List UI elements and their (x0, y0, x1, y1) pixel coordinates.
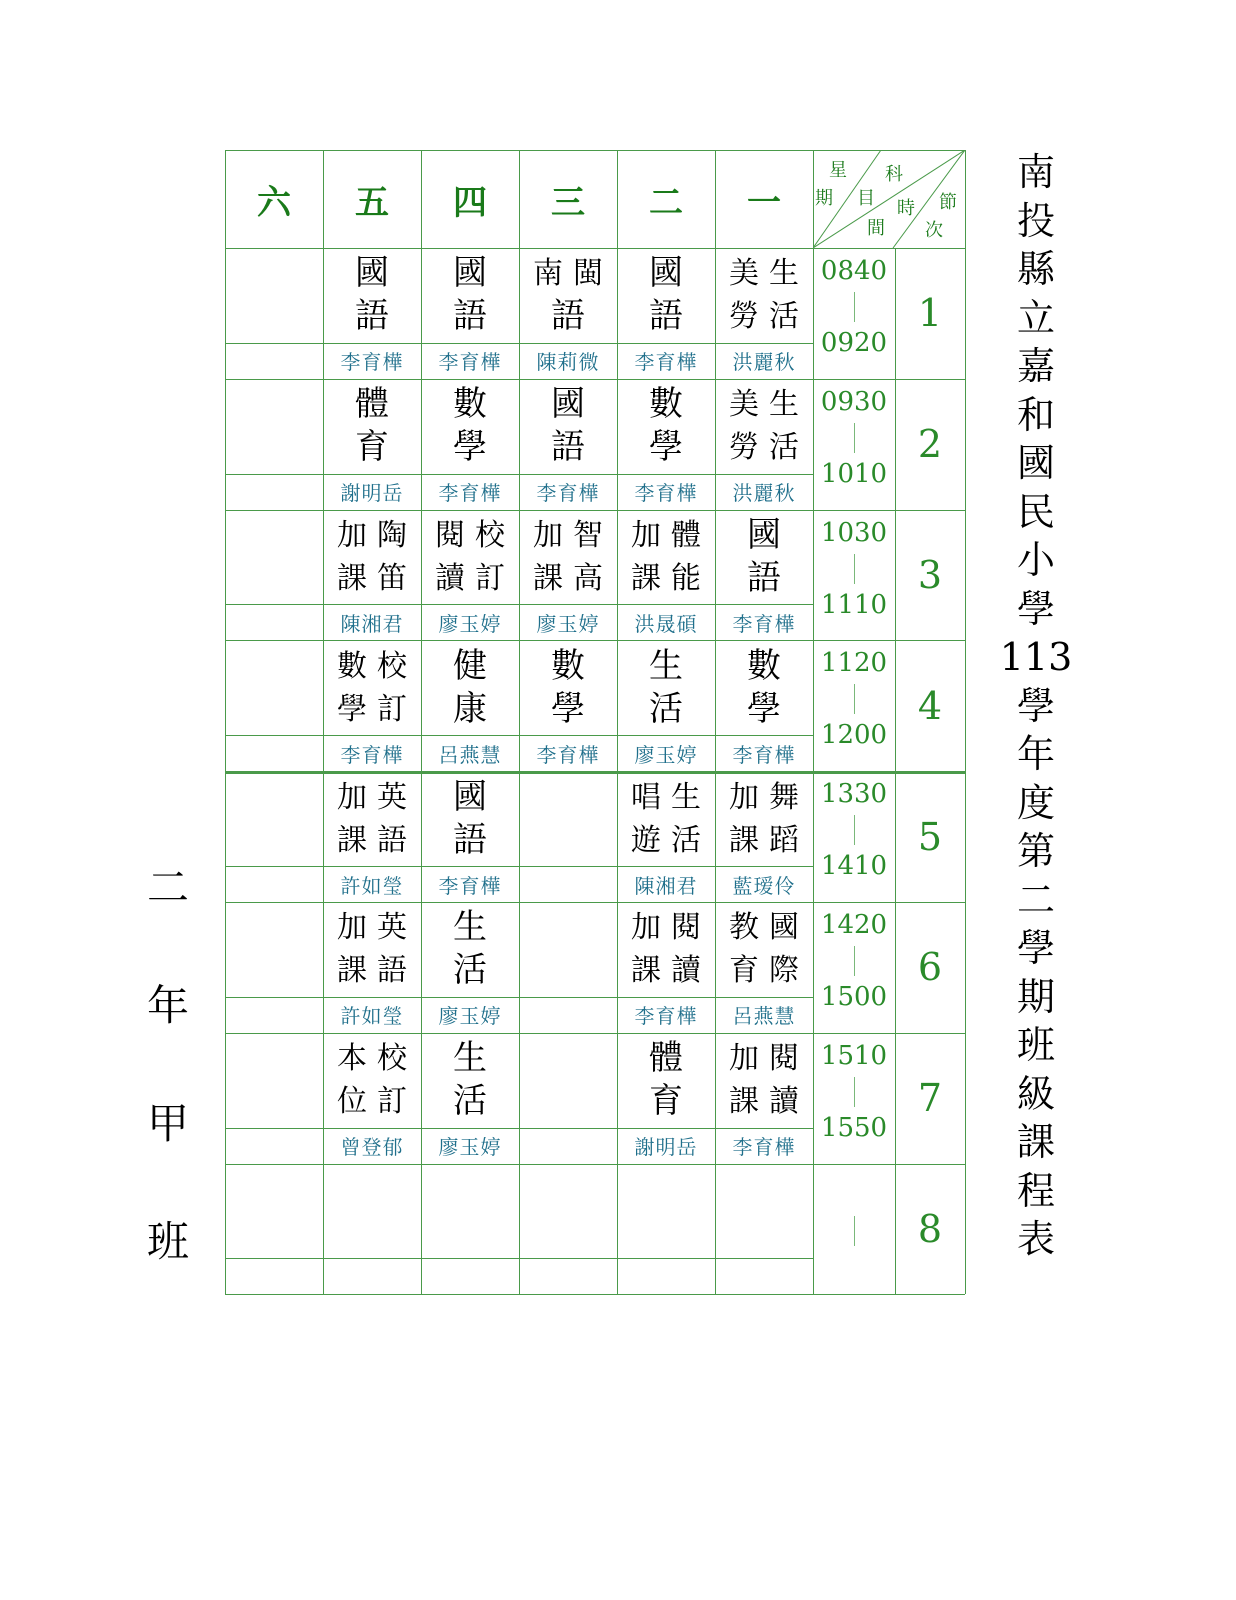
row-divider (225, 1294, 965, 1295)
subject-line: 生 (649, 645, 683, 686)
title-char: 113 (999, 635, 1073, 679)
day-header: 一 (747, 182, 781, 223)
subject-line: 學 (453, 427, 487, 468)
class-char: 二 (146, 863, 189, 912)
subject-line: 加閱 (729, 1041, 809, 1077)
subject-line: 活 (649, 688, 683, 729)
teacher-name: 李育樺 (732, 1135, 796, 1160)
teacher-name: 廖玉婷 (536, 611, 600, 636)
teacher-name: 廖玉婷 (438, 611, 502, 636)
subject-line: 本校 (337, 1041, 417, 1077)
subject-line: 位訂 (337, 1084, 417, 1120)
subject-line: 活 (453, 950, 487, 991)
title-char: 班 (1016, 1023, 1055, 1067)
teacher-name: 廖玉婷 (438, 1135, 502, 1160)
subject-line: 課笛 (337, 560, 417, 596)
title-char: 度 (1016, 780, 1055, 825)
subject-line: 國 (551, 384, 585, 425)
subject-line: 育 (649, 1081, 683, 1122)
row-divider (225, 379, 965, 380)
title-char: 級 (1016, 1071, 1055, 1116)
subject-line: 體 (649, 1038, 683, 1079)
period-number: 7 (917, 1076, 943, 1121)
teacher-name: 洪麗秋 (732, 481, 796, 506)
period-number: 8 (917, 1206, 943, 1251)
period-number: 2 (917, 422, 943, 467)
title-char: 學 (1016, 586, 1055, 631)
teacher-name: 廖玉婷 (438, 1004, 502, 1029)
grid-border-right (965, 150, 966, 1294)
teacher-name: 謝明岳 (340, 481, 404, 506)
school-title (1000, 148, 1072, 1264)
header-divider (225, 248, 965, 249)
time-separator (854, 423, 855, 453)
period-time (813, 387, 895, 506)
teacher-name: 李育樺 (732, 742, 796, 767)
subject-line: 美生 (729, 387, 809, 423)
teacher-name (617, 1258, 715, 1294)
teacher-name (421, 1258, 519, 1294)
subject-line: 閱校 (435, 517, 515, 553)
subject-line: 課能 (631, 560, 711, 596)
day-header: 四 (453, 182, 487, 223)
subject-line: 學訂 (337, 691, 417, 727)
teacher-name (225, 1258, 323, 1294)
day-header: 五 (355, 182, 389, 223)
subject-line: 讀訂 (435, 560, 515, 596)
title-char: 小 (1016, 538, 1055, 582)
subject-cell (421, 512, 519, 603)
day-header: 六 (257, 182, 291, 223)
time-separator (854, 946, 855, 976)
period-time (813, 256, 895, 375)
subject-cell (323, 1166, 421, 1257)
subject-cell (225, 642, 323, 733)
row-divider (225, 1164, 965, 1165)
period-time (813, 648, 895, 767)
subject-line: 語 (747, 557, 781, 598)
time-separator (854, 554, 855, 584)
subject-line: 課語 (337, 953, 417, 989)
period-time (813, 779, 895, 898)
teacher-name: 洪晟碩 (634, 611, 698, 636)
subject-cell (519, 512, 617, 603)
teacher-name: 李育樺 (438, 481, 502, 506)
subject-cell (715, 512, 813, 603)
teacher-name: 洪麗秋 (732, 350, 796, 375)
time-separator (854, 1077, 855, 1107)
subject-line: 健 (453, 645, 487, 686)
row-divider (225, 1033, 965, 1034)
time-start: 1120 (820, 648, 888, 679)
title-char: 嘉 (1016, 344, 1055, 388)
period-number: 4 (917, 683, 943, 728)
subject-cell (225, 904, 323, 995)
period-time (813, 1172, 895, 1291)
subject-line: 數 (649, 384, 683, 425)
teacher-name: 曾登郁 (340, 1135, 404, 1160)
class-char: 班 (146, 1217, 189, 1266)
corner-qi: 期 (815, 188, 833, 209)
subject-cell (617, 1035, 715, 1126)
title-char: 學 (1016, 926, 1055, 970)
corner-ci: 次 (925, 220, 943, 241)
subject-line: 育際 (729, 953, 809, 989)
subject-cell (519, 250, 617, 341)
title-char: 年 (1016, 732, 1055, 776)
period-number: 5 (917, 814, 943, 859)
subject-line: 生 (453, 907, 487, 948)
teacher-name: 藍瑷伶 (732, 873, 796, 898)
subject-line: 康 (453, 688, 487, 729)
time-end: 1500 (820, 982, 888, 1012)
subject-cell (617, 512, 715, 603)
subject-line: 遊活 (631, 822, 711, 858)
subject-cell (225, 381, 323, 472)
corner-shi: 時 (897, 198, 915, 219)
corner-mu: 目 (857, 188, 875, 209)
subject-line: 國 (453, 776, 487, 817)
class-char: 年 (146, 981, 189, 1030)
subject-line: 生 (453, 1038, 487, 1079)
teacher-name: 呂燕慧 (732, 1004, 796, 1029)
subject-line: 南閩 (533, 256, 613, 292)
teacher-name (225, 343, 323, 379)
time-end: 0920 (820, 328, 888, 358)
teacher-name: 許如瑩 (340, 873, 404, 898)
subject-cell (421, 1166, 519, 1257)
period-number: 1 (917, 291, 943, 336)
subject-cell (617, 250, 715, 341)
subject-line: 數校 (337, 648, 417, 684)
subject-cell (617, 1166, 715, 1257)
subject-line: 國 (355, 253, 389, 294)
subject-line: 育 (355, 427, 389, 468)
subject-cell (715, 904, 813, 995)
subject-line: 國 (453, 253, 487, 294)
teacher-name: 李育樺 (634, 1004, 698, 1029)
timetable-grid (225, 150, 965, 1294)
subject-cell (225, 250, 323, 341)
subject-line: 語 (649, 296, 683, 337)
subject-cell (715, 1166, 813, 1257)
subject-cell (519, 1166, 617, 1257)
subject-line: 加陶 (337, 517, 417, 553)
teacher-name: 陳莉微 (536, 350, 600, 375)
subject-line: 數 (551, 645, 585, 686)
subject-cell (323, 381, 421, 472)
teacher-name (225, 735, 323, 771)
title-char: 南 (1016, 150, 1055, 194)
teacher-name: 李育樺 (438, 873, 502, 898)
teacher-name: 李育樺 (340, 742, 404, 767)
subject-line: 加體 (631, 517, 711, 553)
period-number: 6 (917, 945, 943, 990)
subject-line: 美生 (729, 256, 809, 292)
time-end: 1550 (820, 1112, 888, 1143)
subject-cell (519, 773, 617, 864)
subject-line: 數 (453, 384, 487, 425)
title-char: 和 (1016, 392, 1055, 437)
subject-cell (421, 381, 519, 472)
subject-line: 加智 (533, 517, 613, 553)
subject-line: 體 (355, 384, 389, 425)
time-separator (854, 1216, 855, 1246)
teacher-name: 許如瑩 (340, 1004, 404, 1029)
time-end: 1200 (820, 720, 888, 751)
subject-cell (715, 381, 813, 472)
subject-line: 教國 (729, 910, 809, 946)
subject-cell (225, 512, 323, 603)
row-divider (225, 902, 965, 903)
time-separator (854, 815, 855, 845)
subject-line: 課語 (337, 822, 417, 858)
subject-cell (519, 904, 617, 995)
teacher-name: 李育樺 (438, 350, 502, 375)
period-number: 3 (917, 552, 943, 597)
subject-line: 加舞 (729, 779, 809, 815)
title-char: 縣 (1016, 247, 1055, 291)
teacher-name: 李育樺 (732, 611, 796, 636)
subject-line: 學 (747, 688, 781, 729)
subject-cell (519, 381, 617, 472)
title-char: 期 (1016, 974, 1055, 1019)
class-name (140, 858, 196, 1330)
corner-ke: 科 (885, 164, 903, 185)
subject-cell (617, 642, 715, 733)
subject-cell (323, 250, 421, 341)
subject-line: 勞活 (729, 430, 809, 466)
subject-line: 學 (649, 427, 683, 468)
subject-line: 語 (453, 819, 487, 860)
subject-cell (715, 642, 813, 733)
teacher-name (225, 604, 323, 640)
title-char: 民 (1016, 489, 1055, 534)
subject-line: 加英 (337, 910, 417, 946)
teacher-name (519, 997, 617, 1033)
subject-line: 語 (355, 296, 389, 337)
time-separator (854, 292, 855, 322)
subject-line: 課讀 (631, 953, 711, 989)
time-start: 1420 (820, 910, 888, 940)
subject-cell (323, 904, 421, 995)
teacher-name (323, 1258, 421, 1294)
teacher-name (225, 1128, 323, 1164)
title-char: 二 (1016, 877, 1055, 922)
subject-cell (421, 904, 519, 995)
teacher-name: 謝明岳 (634, 1135, 698, 1160)
subject-line: 語 (551, 427, 585, 468)
subject-cell (519, 1035, 617, 1126)
subject-cell (323, 512, 421, 603)
day-header: 三 (551, 182, 585, 223)
time-start: 0930 (820, 386, 888, 417)
subject-line: 加英 (337, 779, 417, 815)
teacher-name: 李育樺 (536, 742, 600, 767)
time-separator (854, 684, 855, 714)
subject-line: 語 (453, 296, 487, 337)
teacher-name: 廖玉婷 (634, 742, 698, 767)
time-end: 1110 (820, 589, 888, 620)
title-char: 國 (1016, 441, 1055, 485)
subject-cell (617, 773, 715, 864)
subject-cell (715, 1035, 813, 1126)
time-start: 1030 (820, 517, 888, 548)
subject-cell (617, 381, 715, 472)
subject-line: 學 (551, 688, 585, 729)
subject-cell (225, 1035, 323, 1126)
teacher-name: 李育樺 (634, 350, 698, 375)
subject-cell (225, 1166, 323, 1257)
teacher-name (519, 1258, 617, 1294)
teacher-name (225, 866, 323, 902)
title-char: 投 (1016, 198, 1055, 243)
teacher-name: 李育樺 (634, 481, 698, 506)
time-start: 1510 (820, 1040, 888, 1071)
teacher-name (519, 1128, 617, 1164)
subject-line: 課讀 (729, 1084, 809, 1120)
class-char: 甲 (146, 1099, 189, 1148)
subject-line: 加閱 (631, 910, 711, 946)
subject-line: 活 (453, 1081, 487, 1122)
subject-cell (323, 773, 421, 864)
subject-cell (715, 250, 813, 341)
subject-line: 課蹈 (729, 822, 809, 858)
period-time (813, 518, 895, 637)
row-divider (225, 640, 965, 641)
subject-line: 國 (649, 253, 683, 294)
subject-cell (421, 773, 519, 864)
time-start: 0840 (820, 256, 888, 286)
title-char: 第 (1016, 829, 1055, 873)
corner-jie: 節 (939, 192, 957, 213)
teacher-name: 李育樺 (340, 350, 404, 375)
subject-cell (519, 642, 617, 733)
time-end: 1010 (820, 458, 888, 489)
teacher-name (225, 997, 323, 1033)
title-char: 學 (1016, 683, 1055, 728)
time-start: 1330 (820, 779, 888, 810)
subject-cell (421, 1035, 519, 1126)
subject-cell (715, 773, 813, 864)
teacher-name (519, 866, 617, 902)
corner-jian: 間 (867, 218, 885, 239)
subject-cell (421, 642, 519, 733)
title-char: 表 (1016, 1217, 1055, 1261)
subject-line: 國 (747, 514, 781, 555)
teacher-name (715, 1258, 813, 1294)
time-end: 1410 (820, 851, 888, 882)
title-char: 程 (1016, 1168, 1055, 1213)
teacher-name: 李育樺 (536, 481, 600, 506)
teacher-name: 呂燕慧 (438, 742, 502, 767)
corner-xing: 星 (829, 160, 847, 181)
subject-cell (323, 642, 421, 733)
subject-line: 課高 (533, 560, 613, 596)
teacher-name (225, 474, 323, 510)
subject-cell (617, 904, 715, 995)
subject-cell (421, 250, 519, 341)
subject-line: 勞活 (729, 299, 809, 335)
period-time (813, 1041, 895, 1160)
teacher-name: 陳湘君 (340, 611, 404, 636)
period-time (813, 910, 895, 1029)
subject-cell (323, 1035, 421, 1126)
row-divider (225, 510, 965, 511)
day-header: 二 (649, 182, 683, 223)
subject-line: 唱生 (631, 779, 711, 815)
teacher-name: 陳湘君 (634, 873, 698, 898)
subject-cell (225, 773, 323, 864)
subject-line: 數 (747, 645, 781, 686)
subject-line: 語 (551, 296, 585, 337)
title-char: 立 (1016, 295, 1055, 340)
title-char: 課 (1016, 1120, 1055, 1164)
